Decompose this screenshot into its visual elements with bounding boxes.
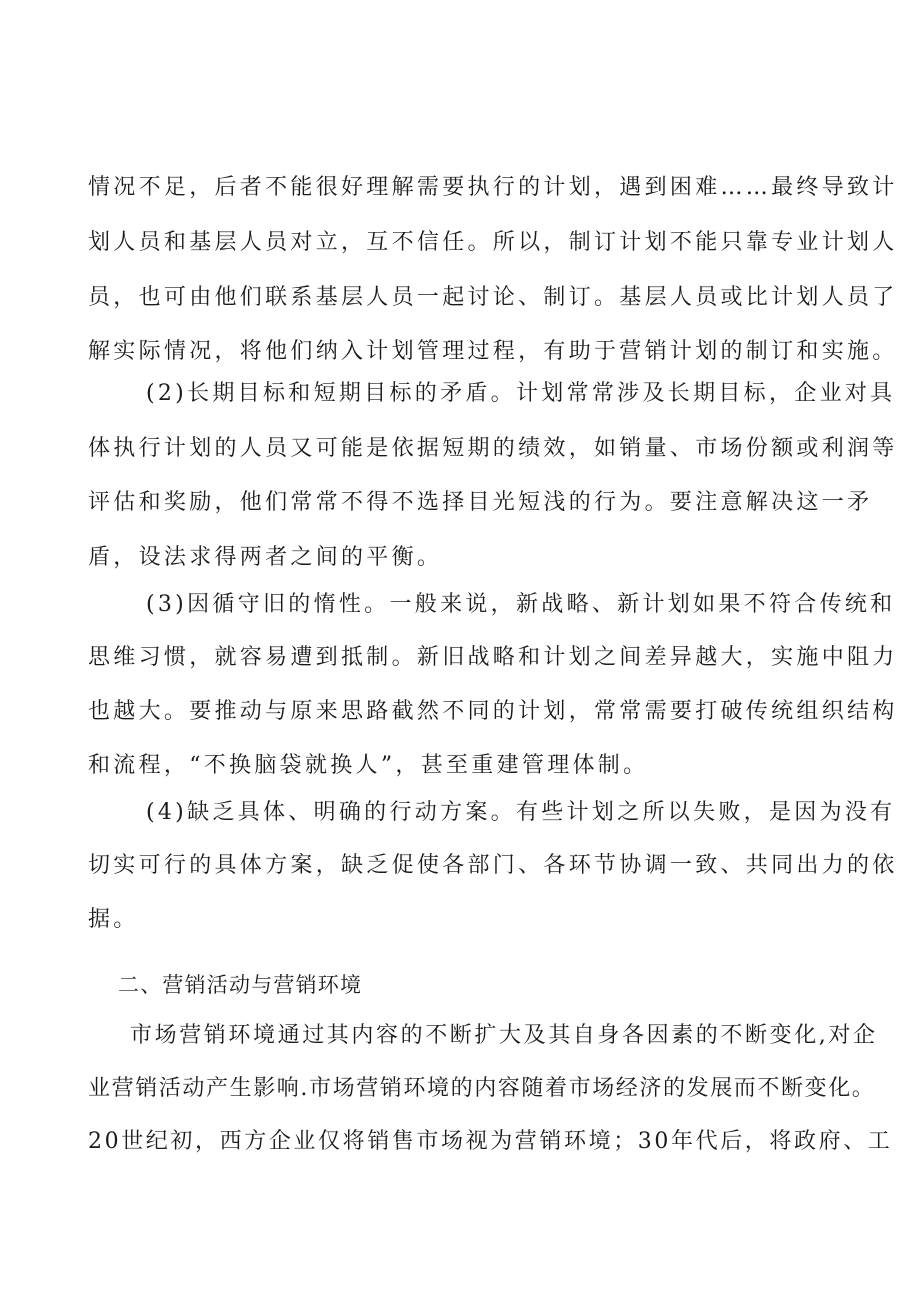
paragraph-5-line-1: 市场营销环境通过其内容的不断扩大及其自身各因素的不断变化,对企: [130, 1023, 878, 1048]
paragraph-2-line-1: (2)长期目标和短期目标的矛盾。计划常常涉及长期目标，企业对具: [146, 381, 896, 406]
paragraph-1-line-3: 员，也可由他们联系基层人员一起讨论、制订。基层人员或比计划人员了: [88, 285, 898, 310]
paragraph-4-line-3: 据。: [88, 907, 139, 932]
paragraph-5-line-3: 20世纪初，西方企业仅将销售市场视为营销环境；30年代后，将政府、工: [88, 1129, 893, 1154]
paragraph-2-line-4: 盾，设法求得两者之间的平衡。: [88, 545, 443, 570]
paragraph-3-line-2: 思维习惯，就容易遭到抵制。新旧战略和计划之间差异越大，实施中阻力: [88, 645, 898, 670]
paragraph-3-line-1: (3)因循守旧的惰性。一般来说，新战略、新计划如果不符合传统和: [146, 592, 896, 617]
paragraph-1-line-2: 划人员和基层人员对立，互不信任。所以，制订计划不能只靠专业计划人: [88, 230, 898, 255]
paragraph-4-line-1: (4)缺乏具体、明确的行动方案。有些计划之所以失败，是因为没有: [146, 800, 896, 825]
paragraph-1-line-1: 情况不足，后者不能很好理解需要执行的计划，遇到困难……最终导致计: [88, 175, 898, 200]
paragraph-1-line-4: 解实际情况，将他们纳入计划管理过程，有助于营销计划的制订和实施。: [88, 339, 898, 364]
paragraph-3-line-3: 也越大。要推动与原来思路截然不同的计划，常常需要打破传统组织结构: [88, 699, 898, 724]
paragraph-2-line-2: 体执行计划的人员又可能是依据短期的绩效，如销量、市场份额或利润等: [88, 436, 898, 461]
paragraph-2-line-3: 评估和奖励，他们常常不得不选择目光短浅的行为。要注意解决这一矛: [88, 490, 873, 515]
paragraph-3-line-4: 和流程，“不换脑袋就换人”，甚至重建管理体制。: [88, 753, 649, 778]
paragraph-4-line-2: 切实可行的具体方案，缺乏促使各部门、各环节协调一致、共同出力的依: [88, 853, 898, 878]
section-heading: 二、营销活动与营销环境: [118, 973, 363, 997]
paragraph-5-line-2: 业营销活动产生影响.市场营销环境的内容随着市场经济的发展而不断变化。: [88, 1076, 876, 1101]
